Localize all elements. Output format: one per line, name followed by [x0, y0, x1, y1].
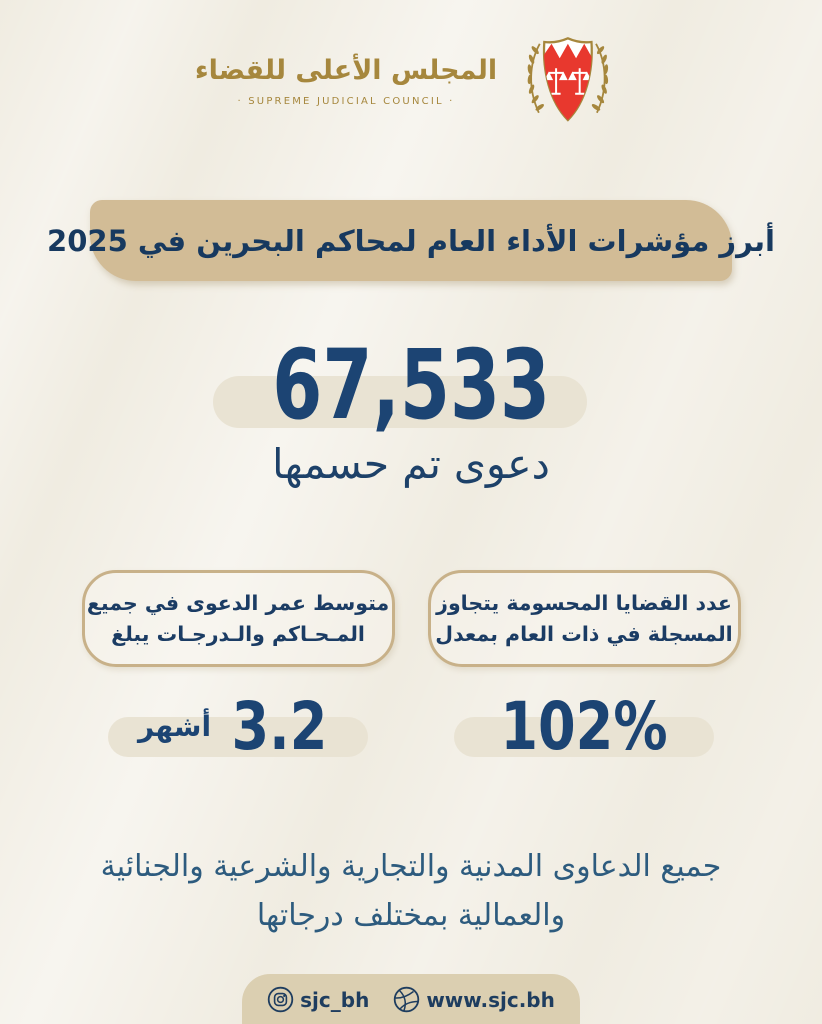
globe-icon	[393, 986, 420, 1013]
title-banner-text: أبرز مؤشرات الأداء العام لمحاكم البحرين في 2025	[47, 223, 775, 258]
resolved-cases-label: دعوى تم حسمها	[272, 440, 550, 488]
clearance-rate-value: 102%	[500, 687, 668, 765]
stat-description-line: المـحـاكم والـدرجـات يبلغ	[111, 621, 365, 646]
average-case-age-value: 3.2	[231, 687, 328, 765]
website-link[interactable]	[393, 986, 555, 1013]
logo-arabic-name: المجلس الأعلى للقضاء	[194, 54, 498, 86]
website-url: www.sjc.bh	[426, 987, 555, 1012]
footer-social-bar	[242, 974, 580, 1024]
logo-text	[195, 55, 497, 107]
stat-description-line: عدد القضايا المحسومة يتجاوز	[436, 590, 732, 615]
resolved-cases-count: 67,533	[272, 329, 550, 441]
instagram-link[interactable]	[267, 986, 369, 1013]
instagram-icon	[267, 986, 294, 1013]
logo-english-name: · SUPREME JUDICIAL COUNCIL ·	[237, 96, 455, 108]
sjc-logo	[195, 30, 627, 132]
stat-clearance-rate	[428, 570, 741, 765]
average-case-age-unit: أشهر	[138, 709, 212, 743]
stat-average-case-age-description	[82, 570, 395, 667]
average-case-age-value-wrap	[82, 687, 395, 765]
stat-average-case-age	[82, 570, 395, 765]
instagram-handle: sjc_bh	[300, 987, 370, 1012]
stat-clearance-rate-description	[428, 570, 741, 667]
stats-row	[0, 570, 822, 765]
footnote-line: والعمالية بمختلف درجاتها	[256, 898, 566, 933]
stat-description-line: متوسط عمر الدعوى في جميع	[86, 590, 390, 615]
headline-stat	[0, 329, 822, 441]
footnote-line: جميع الدعاوى المدنية والتجارية والشرعية والجنائية	[100, 849, 722, 884]
clearance-rate-value-wrap	[428, 687, 741, 765]
title-banner	[47, 200, 775, 281]
stat-description-line: المسجلة في ذات العام بمعدل	[435, 621, 733, 646]
sjc-crest-icon	[509, 30, 627, 132]
footnote	[0, 842, 822, 940]
